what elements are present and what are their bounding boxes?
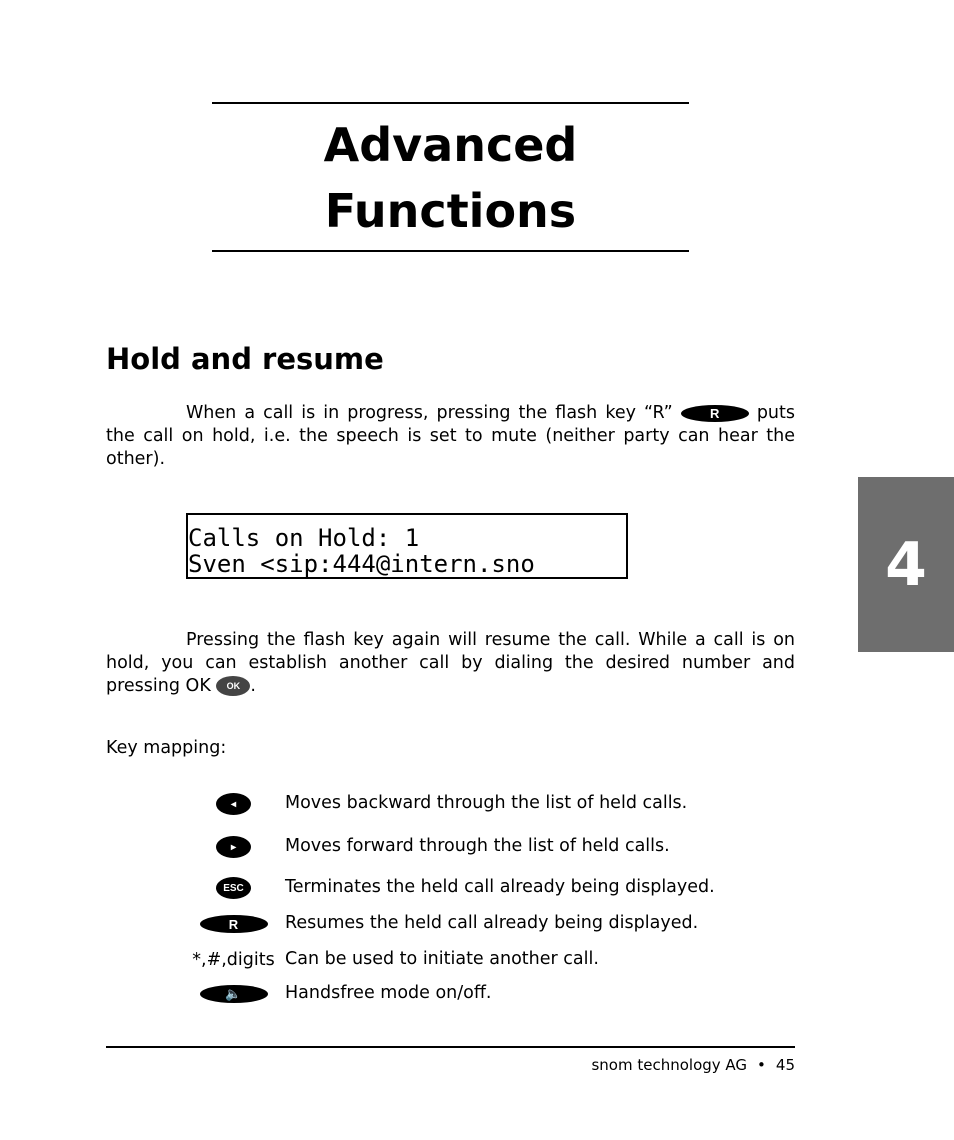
ok-key-icon: OK <box>216 676 250 696</box>
chapter-tab <box>858 477 954 652</box>
key-mapping-row <box>106 911 806 937</box>
lcd-line-1: Calls on Hold: 1 <box>188 524 420 552</box>
key-mapping-description: Can be used to initiate another call. <box>285 949 599 969</box>
r-key-icon: R <box>200 915 268 933</box>
title-bottom-rule <box>212 250 689 252</box>
paragraph-hold-text-b: puts the call on hold, i.e. the speech is set to mute (neither party can hear the other). <box>106 403 795 469</box>
footer-rule <box>106 1046 795 1048</box>
chapter-tab-number: 4 <box>885 529 927 600</box>
key-mapping-description: Terminates the held call already being displayed. <box>285 877 715 897</box>
section-title: Hold and resume <box>106 342 384 376</box>
footer-bullet: • <box>757 1056 766 1074</box>
page-footer <box>591 1056 795 1074</box>
key-mapping-description: Handsfree mode on/off. <box>285 983 492 1003</box>
key-mapping-row <box>106 875 806 901</box>
lcd-line-2: Sven <sip:444@intern.sno <box>188 550 535 578</box>
key-mapping-label: Key mapping: <box>106 738 227 758</box>
key-mapping-row <box>106 791 806 817</box>
lcd-display <box>186 513 628 579</box>
paragraph-resume-text: Pressing the flash key again will resume the call. While a call is on hold, you can establish another call by dialing the desired number and pressing OK <box>106 630 795 696</box>
speaker-key-icon: 🔈 <box>200 985 268 1003</box>
right-arrow-key-icon: ▸ <box>216 836 251 858</box>
r-key-icon: R <box>681 405 749 422</box>
digits-key-label: *,#,digits <box>192 950 275 970</box>
paragraph-resume: Pressing the flash key again will resume the call. While a call is on hold, you can establish another call by dialing the desired number and pressing OK OK . <box>106 630 795 696</box>
chapter-title-line1: Advanced <box>323 118 578 172</box>
key-mapping-row <box>106 834 806 860</box>
esc-key-icon: ESC <box>216 877 251 899</box>
key-mapping-description: Moves backward through the list of held calls. <box>285 793 688 813</box>
paragraph-hold <box>106 402 795 471</box>
footer-page-number: 45 <box>775 1056 795 1074</box>
chapter-title-line2: Functions <box>324 184 577 238</box>
key-mapping-description: Resumes the held call already being displayed. <box>285 913 699 933</box>
key-mapping-description: Moves forward through the list of held calls. <box>285 836 670 856</box>
key-mapping-row <box>106 947 806 973</box>
paragraph-hold-text-a: When a call is in progress, pressing the flash key “R” <box>186 403 673 423</box>
title-top-rule <box>212 102 689 104</box>
footer-company: snom technology AG <box>591 1056 748 1074</box>
left-arrow-key-icon: ◂ <box>216 793 251 815</box>
chapter-title-box <box>212 102 689 252</box>
key-mapping-row <box>106 981 806 1007</box>
